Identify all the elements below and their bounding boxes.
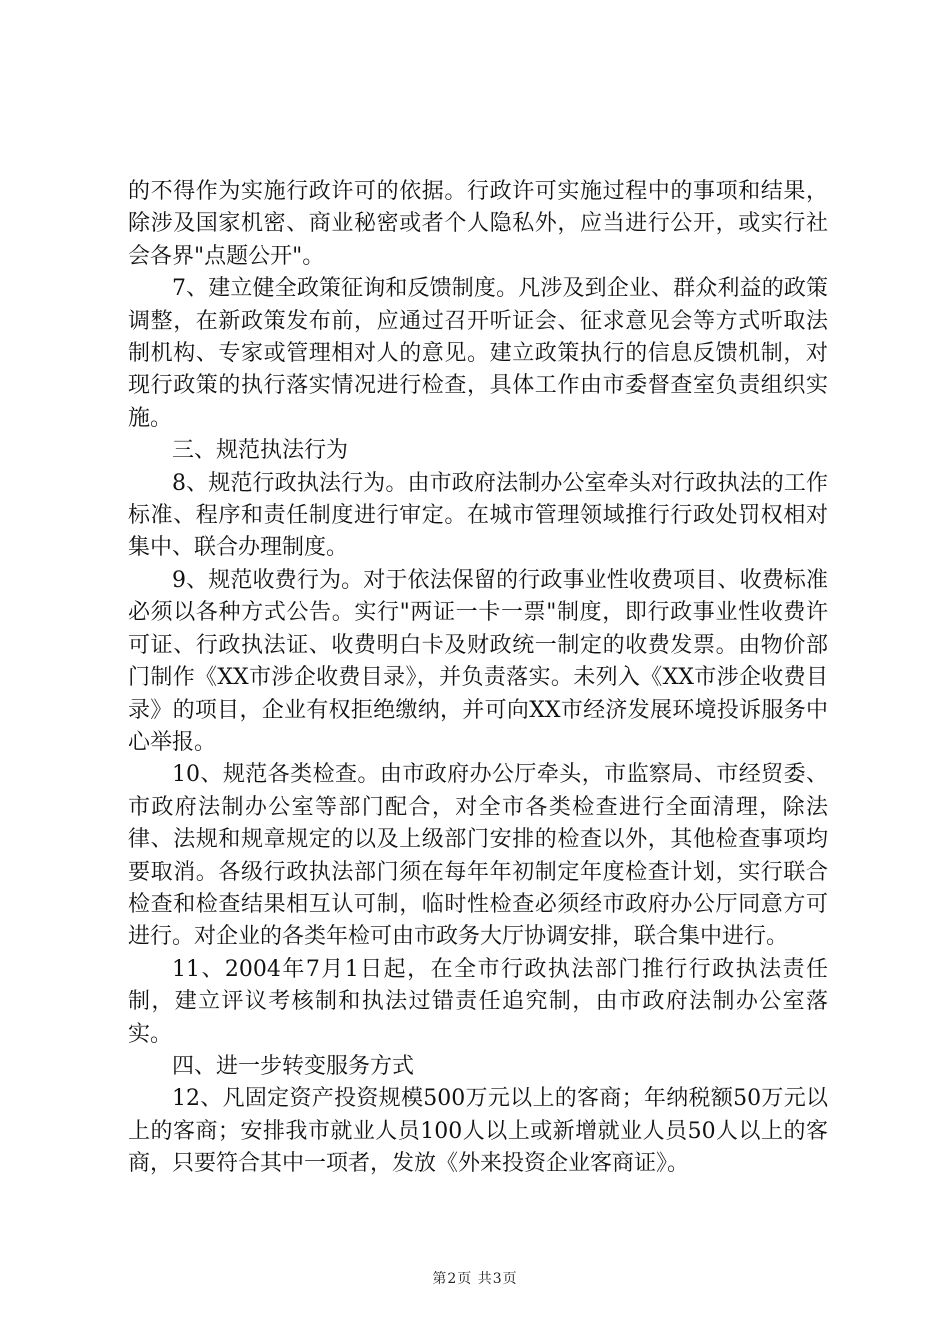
paragraph-item-7: 7、建立健全政策征询和反馈制度。凡涉及到企业、群众利益的政策调整，在新政策发布前，应通过召开听证会、征求意见会等方式听取法制机构、专家或管理相对人的意见。建立政策执行的信息反馈机制，对现行政策的执行落实情况进行检查，具体工作由市委督查室负责组织实施。 <box>128 276 828 431</box>
paragraph-item-12: 12、凡固定资产投资规模500万元以上的客商；年纳税额50万元以上的客商；安排我市就业人员100人以上或新增就业人员50人以上的客商，只要符合其中一项者，发放《外来投资企业客商证》。 <box>128 1086 828 1177</box>
paragraph-continuation: 的不得作为实施行政许可的依据。行政许可实施过程中的事项和结果，除涉及国家机密、商业秘密或者个人隐私外，应当进行公开，或实行社会各界"点题公开"。 <box>128 179 828 269</box>
document-body <box>128 176 828 1181</box>
paragraph-item-8: 8、规范行政执法行为。由市政府法制办公室牵头对行政执法的工作标准、程序和责任制度进行审定。在城市管理领域推行行政处罚权相对集中、联合办理制度。 <box>128 470 828 561</box>
page-number-footer: 第2页 共3页 <box>432 1271 518 1287</box>
section-heading-4: 四、进一步转变服务方式 <box>172 1053 415 1079</box>
paragraph-item-9: 9、规范收费行为。对于依法保留的行政事业性收费项目、收费标准必须以各种方式公告。实行"两证一卡一票"制度，即行政事业性收费许可证、行政执法证、收费明白卡及财政统一制定的收费发票。由物价部门制作《XX市涉企收费目录》，并负责落实。未列入《XX市涉企收费目录》的项目，企业有权拒绝缴纳，并可向XX市经济发展环境投诉服务中心举报。 <box>128 567 828 755</box>
paragraph-item-10: 10、规范各类检查。由市政府办公厅牵头，市监察局、市经贸委、市政府法制办公室等部门配合，对全市各类检查进行全面清理，除法律、法规和规章规定的以及上级部门安排的检查以外，其他检查事项均要取消。各级行政执法部门须在每年年初制定年度检查计划，实行联合检查和检查结果相互认可制，临时性检查必须经市政府办公厅同意方可进行。对企业的各类年检可由市政务大厅协调安排，联合集中进行。 <box>128 762 828 950</box>
paragraph-item-11: 11、2004年7月1日起，在全市行政执法部门推行行政执法责任制，建立评议考核制和执法过错责任追究制，由市政府法制办公室落实。 <box>128 956 828 1047</box>
section-heading-3: 三、规范执法行为 <box>172 438 349 464</box>
